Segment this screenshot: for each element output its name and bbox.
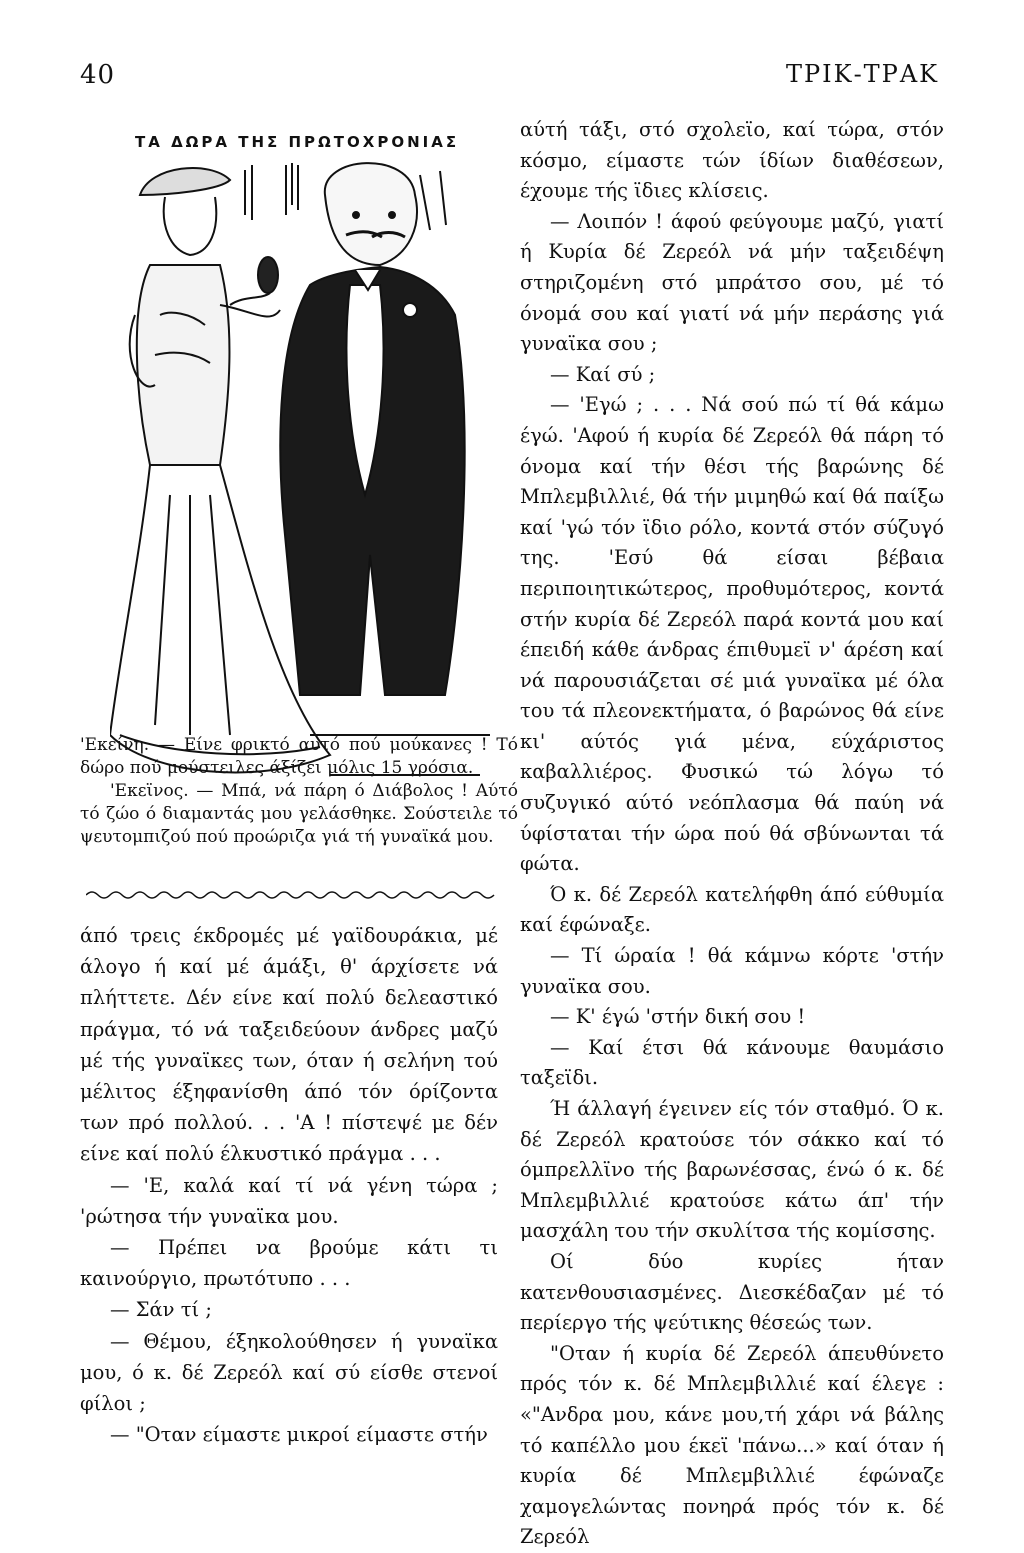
page-number: 40 [80, 60, 116, 90]
paragraph: — Καί σύ ; [550, 362, 656, 386]
paragraph: — 'Ε, καλά καί τί νά γένη τώρα ; 'ρώτησα τήν γυναϊκα μου. [80, 1173, 498, 1228]
right-column [520, 115, 944, 1549]
paragraph: — Λοιπόν ! άφού φεύγουμε μαζύ, γιατί ή Κυρία δέ Ζερεόλ νά μήν ταξειδέψη στηριζομένη στό μπράτσο σου, μέ τό όνομά σου καί γιατί νά μήν περάσης γιά γυναϊκα σου ; [520, 209, 944, 356]
paragraph: Οί δύο κυρίες ήταν κατενθουσιασμένες. Διεσκέδαζαν μέ τό περίεργο τής ψεύτικης θέσεώς των. [520, 1249, 944, 1335]
running-head: ΤΡΙΚ-ΤΡΑΚ [786, 60, 940, 88]
decorative-wavy-rule [86, 885, 498, 905]
caption-his-line: 'Εκεϊνος. — Μπά, νά πάρη ό Διάβολος ! Αύτό τό ζώο ό διαμαντάς μου γελάσθηκε. Σούστειλε τό ψευτομπιζού πού προώριζα γιά τή γυναϊκά μου. [80, 781, 518, 847]
left-column [80, 115, 518, 1515]
paragraph: αύτή τάξι, στό σχολεϊο, καί τώρα, στόν κόσμο, είμαστε τών ίδίων διαθέσεων, έχουμε τής ϊδιες κλίσεις. [520, 118, 944, 203]
paragraph: — Καί έτσι θά κάνουμε θαυμάσιο ταξεϊδι. [520, 1035, 944, 1090]
paragraph: — Σάν τί ; [110, 1298, 212, 1322]
illustration-drawing [110, 135, 510, 827]
paragraph: — "Οταν είμαστε μικροί είμαστε στήν [110, 1423, 488, 1447]
right-body-text [520, 115, 944, 1553]
paragraph: — Κ' έγώ 'στήν δική σου ! [550, 1005, 806, 1029]
paragraph: — Θέμου, έξηκολούθησεν ή γυναϊκα μου, ό κ. δέ Ζερεόλ καί σύ είσθε στενοί φίλοι ; [80, 1329, 498, 1416]
paragraph: άπό τρεις έκδρομές μέ γαϊδουράκια, μέ άλογο ή καί μέ άμάξι, θ' άρχίσετε νά πλήττετε. Δέν είνε καί πολύ δελεαστικό πράγμα, τό νά ταξειδεύουν άνδρες μαζύ μέ τής γυναϊκες των, όταν ή σελήνη τού μέλιτος έξηφανίσθη άπό τόν όρίζοντα των πρό πολλού. . . 'Α ! πίστεψέ με δέν είνε καί πολύ έλκυστικό πράγμα . . . [80, 924, 498, 1166]
paragraph: — Τί ώραία ! θά κάμνω κόρτε 'στήν γυναϊκα σου. [520, 944, 944, 998]
paragraph: — Πρέπει να βρούμε κάτι τι καινούργιο, πρωτότυπο . . . [80, 1236, 498, 1291]
left-body-text [80, 920, 498, 1450]
paragraph: "Οταν ή κυρία δέ Ζερεόλ άπευθύνετο πρός τόν κ. δέ Μπλεμβιλλιέ καί έλεγε : «"Ανδρα μου, κάνε μου,τή χάρι νά βάλης τό καπέλλο μου έκεϊ 'πάνω...» καί όταν ή κυρία δέ Μπλεμβιλλιέ έφώναζε χαμογελώντας πονηρά πρός τόν κ. δέ Ζερεόλ [520, 1341, 944, 1549]
illustration-title: ΤΑ ΔΩΡΑ ΤΗΣ ΠΡΩΤΟΧΡΟΝΙΑΣ [135, 133, 460, 151]
illustration-caption [80, 734, 518, 849]
paragraph: Ό κ. δέ Ζερεόλ κατελήφθη άπό εύθυμία καί έφώναξε. [520, 882, 944, 937]
paragraph: Ή άλλαγή έγεινεν είς τόν σταθμό. Ό κ. δέ Ζερεόλ κρατούσε τόν σάκκο καί τό όμπρελλϊνο τής βαρωνέσσας, ένώ ό κ. δέ Μπλεμβιλλιέ κρατούσε κάτω άπ' τήν μασχάλη του τήν σκυλίτσα τής κομίσσης. [520, 1097, 944, 1243]
caption-her-line: 'Εκείνη. — Είνε φρικτό αυτό πού μούκανες ! Τό δώρο πού μούστειλες άξίζει μόλις 15 γρόσια. [80, 735, 518, 778]
paragraph: — 'Εγώ ; . . . Νά σού πώ τί θά κάμω έγώ. 'Αφού ή κυρία δέ Ζερεόλ θά πάρη τό όνομα καί τήν θέσι τής βαρώνης δέ Μπλεμβιλλιέ, θά τήν μιμηθώ καί θά παίξω καί 'γώ τόν ϊδιο ρόλο, κοντά στόν σύζυγό της. 'Εσύ θά είσαι βέβαια περιποιητικώτερος, προθυμότερος, κοντά στήν κυρία δέ Ζερεόλ παρά κοντά μου καί έπειδή κάθε άνδρας έπιθυμεϊ ν' άρέση καί νά παρουσιάζεται σέ μιά γυναϊκα μέ όλα του τά πλεονεκτήματα, ό βαρώνος θά είνε κι' αύτός γιά μένα, εύχάριστος καβαλλιέρος. Φυσικώ τώ λόγω τό συζυγικό αύτό νεόπλασμα θά παύη νά ύφίσταται τήν ώρα πού θά σβύνωνται τά φώτα. [520, 393, 944, 876]
